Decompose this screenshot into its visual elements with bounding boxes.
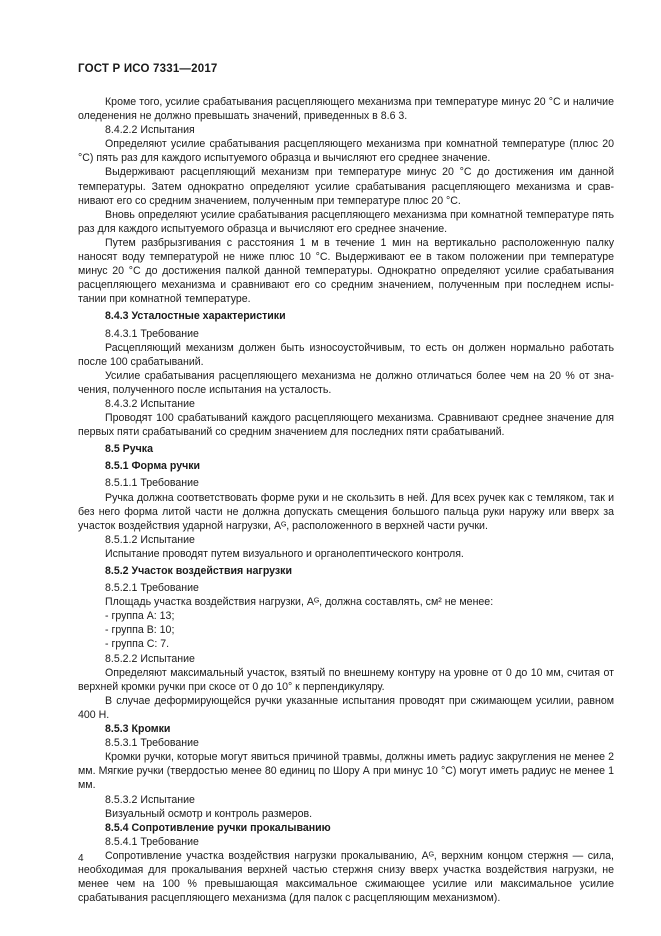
document-body bbox=[78, 95, 614, 905]
paragraph: Кроме того, усилие срабатывания расцепляющего механизма при температуре минус 20 °С и наличие оледенения не должно превышать значений, приведенных в 8.6 3. bbox=[78, 96, 614, 123]
paragraph: Путем разбрызгивания с расстояния 1 м в течение 1 мин на вертикально расположенную палку наносят воду температурой не ниже плюс 10 °С. Выдерживают ее в таком положении при температуре минус 20 °С до достижения палкой данной температуры. Однократно определяют усилие срабатывания расцепляющего механизма и сравнивают его со средним значением, полученным при последнем испытании при комнатной температуре. bbox=[78, 236, 614, 306]
paragraph: 8.5.1.1 Требование bbox=[105, 477, 199, 490]
list-item: - группа С: 7. bbox=[105, 638, 170, 651]
list-item: - группа А: 13; bbox=[105, 610, 175, 623]
section-heading: 8.5.4 Сопротивление ручки прокалыванию bbox=[105, 821, 331, 834]
section-heading: 8.4.3 Усталостные характеристики bbox=[105, 310, 286, 323]
page-number: 4 bbox=[78, 853, 84, 864]
paragraph: Расцепляющий механизм должен быть износоустойчивым, то есть он должен нормально работать после 100 срабатываний. bbox=[78, 341, 614, 368]
list-item: - группа В: 10; bbox=[105, 624, 175, 637]
paragraph: Определяют максимальный участок, взятый по внешнему контуру на уровне от 0 до 10 мм, считая от верхней кромки ручки при скосе от 0 до 10° к перпендикуляру. bbox=[78, 666, 614, 693]
section-heading: 8.5.1 Форма ручки bbox=[105, 460, 201, 473]
section-heading: 8.5 Ручка bbox=[105, 443, 153, 456]
paragraph: 8.5.4.1 Требование bbox=[105, 835, 199, 848]
paragraph: 8.5.3.1 Требование bbox=[105, 737, 199, 750]
paragraph: Выдерживают расцепляющий механизм при температуре минус 20 °С до достижения им данной температуры. Затем однократно определяют усилие срабатывания расцепляющего механизма и сравнивают его со средним значением, полученным при температуре плюс 20 °С. bbox=[78, 166, 614, 207]
paragraph: Испытание проводят путем визуального и органолептического контроля. bbox=[105, 547, 464, 560]
paragraph: Проводят 100 срабатываний каждого расцепляющего механизма. Сравнивают среднее значение для первых пяти срабатываний со средним значением для последних пяти срабатываний. bbox=[78, 412, 614, 439]
paragraph: Вновь определяют усилие срабатывания расцепляющего механизма при комнатной температуре пять раз для каждого испытуемого образца и вычисляют его среднее значение. bbox=[78, 208, 614, 235]
paragraph: В случае деформирующейся ручки указанные испытания проводят при сжимающем усилии, равном 400 Н. bbox=[78, 694, 614, 721]
paragraph: 8.5.1.2 Испытание bbox=[105, 533, 195, 546]
paragraph: Сопротивление участка воздействия нагрузки прокалыванию, Aᴳ, верхним концом стержня — сила, необходимая для прокалывания верхней частью стержня снизу вверх участка воздействия нагрузки, не менее чем на 100 % превышающая максимальное сжимающее усилие или максимальное усилие срабатывания расцепляющего механизма (для палок с расцепляющим механизмом). bbox=[78, 849, 614, 905]
paragraph: 8.5.2.1 Требование bbox=[105, 582, 199, 595]
section-heading: 8.5.2 Участок воздействия нагрузки bbox=[105, 565, 292, 577]
paragraph: 8.4.3.1 Требование bbox=[105, 327, 199, 340]
paragraph: 8.4.2.2 Испытания bbox=[105, 124, 195, 137]
paragraph: Визуальный осмотр и контроль размеров. bbox=[105, 807, 313, 820]
section-heading: 8.5.3 Кромки bbox=[105, 723, 171, 736]
paragraph: 8.5.2.2 Испытание bbox=[105, 652, 195, 665]
paragraph: Усилие срабатывания расцепляющего механизма не должно отличаться более чем на 20 % от значения, полученного после испытания на усталость. bbox=[78, 369, 614, 396]
document-header: ГОСТ Р ИСО 7331—2017 bbox=[78, 63, 218, 75]
paragraph: Определяют усилие срабатывания расцепляющего механизма при комнатной температуре (плюс 20 °С) пять раз для каждого испытуемого образца и вычисляют его среднее значение. bbox=[78, 138, 614, 165]
paragraph: 8.4.3.2 Испытание bbox=[105, 397, 195, 410]
paragraph: Ручка должна соответствовать форме руки и не скользить в ней. Для всех ручек как с темляком, так и без него форма литой части не должна допускать смещения большого пальца руки наружу или вверх за участок воздействия ударной нагрузки, Aᴳ, расположенного в верхней части ручки. bbox=[78, 491, 614, 532]
paragraph: Площадь участка воздействия нагрузки, Aᴳ, должна составлять, см² не менее: bbox=[105, 596, 494, 609]
paragraph: Кромки ручки, которые могут явиться причиной травмы, должны иметь радиус закругления не менее 2 мм. Мягкие ручки (твердостью менее 80 единиц по Шору А при минус 10 °С) могут иметь радиус не менее 1 мм. bbox=[78, 751, 614, 792]
paragraph: 8.5.3.2 Испытание bbox=[105, 793, 195, 806]
